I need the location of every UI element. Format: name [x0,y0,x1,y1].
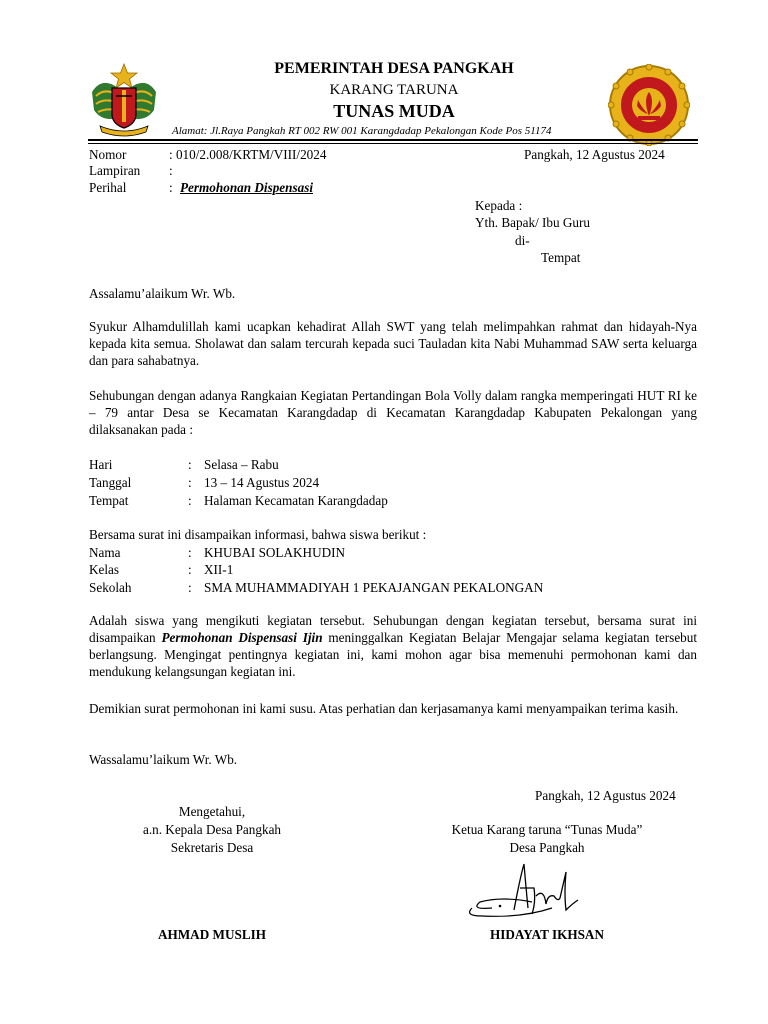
nomor-label: Nomor [89,147,127,162]
student-name-label: Nama [89,545,121,560]
signature-date: Pangkah, 12 Agustus 2024 [535,788,676,803]
karang-taruna-emblem-icon [608,64,690,146]
left-sign-line3: Sekretaris Desa [170,840,254,855]
left-sign-line2: a.n. Kepala Desa Pangkah [142,822,282,837]
lampiran-value: : [169,163,173,178]
recipient-name: Yth. Bapak/ Ibu Guru [475,215,591,230]
student-school-value: SMA MUHAMMADIYAH 1 PEKAJANGAN PEKALONGAN [204,580,544,595]
right-signatory-name: HIDAYAT IKHSAN [490,927,604,942]
student-class-label: Kelas [89,562,120,577]
recipient-place: Tempat [541,250,581,265]
student-class-colon: : [188,562,192,577]
student-class-value: XII-1 [204,562,234,577]
student-name-colon: : [188,545,192,560]
event-day-value: Selasa – Rabu [204,457,279,472]
letter-date: Pangkah, 12 Agustus 2024 [524,147,665,162]
event-date-value: 13 – 14 Agustus 2024 [204,475,320,490]
perihal-label: Perihal [89,180,127,195]
student-name-value: KHUBAI SOLAKHUDIN [204,545,346,560]
event-day-colon: : [188,457,192,472]
left-signatory-name: AHMAD MUSLIH [157,927,267,942]
right-sign-line2: Desa Pangkah [509,840,585,855]
student-school-label: Sekolah [89,580,132,595]
paragraph-request [89,613,697,681]
event-place-colon: : [188,493,192,508]
regency-emblem-icon [88,62,160,138]
recipient-kepada: Kepada : [475,198,523,213]
left-sign-line1: Mengetahui, [178,804,246,819]
paragraph-request-part1: Adalah siswa yang mengikuti kegiatan tersebut. Sehubungan dengan kegiatan tersebut, bersama surat ini disampaikan [89,613,697,645]
paragraph-context: Sehubungan dengan adanya Rangkaian Kegiatan Pertandingan Bola Volly dalam rangka memperingati HUT RI ke – 79 antar Desa se Kecamatan Karangdadap di Kecamatan Karangdadap Kabupaten Pekalongan yang dilaksanakan pada : [89,388,697,437]
student-school-colon: : [188,580,192,595]
letterhead-address: Alamat: Jl.Raya Pangkah RT 002 RW 001 Karangdadap Pekalongan Kode Pos 51174 [172,125,552,137]
paragraph-opening: Syukur Alhamdulillah kami ucapkan kehadirat Allah SWT yang telah melimpahkan rahmat dan hidayah-Nya kepada kita semua. Sholawat dan salam tercurah kepada suci Tauladan kita Nabi Muhammad SAW serta keluarga dan para sahabatnya. [89,319,697,368]
letterhead-government: PEMERINTAH DESA PANGKAH [274,60,514,77]
letterhead-organization: KARANG TARUNA [329,82,459,98]
event-place-value: Halaman Kecamatan Karangdadap [204,493,388,508]
greeting: Assalamu’alaikum Wr. Wb. [89,286,236,301]
event-date-label: Tanggal [89,475,132,490]
lampiran-label: Lampiran [89,163,141,178]
right-sign-line1: Ketua Karang taruna “Tunas Muda” [451,822,643,837]
signature-icon [462,858,602,926]
perihal-value: Permohonan Dispensasi [180,180,314,195]
paragraph-closing: Demikian surat permohonan ini kami susu. Atas perhatian dan kerjasamanya kami menyampaikan terima kasih. [89,701,679,716]
nomor-value: : 010/2.008/KRTM/VIII/2024 [169,147,327,162]
perihal-colon: : [169,180,173,195]
letterhead-unit: TUNAS MUDA [333,101,455,121]
event-day-label: Hari [89,457,113,472]
recipient-di: di- [515,233,530,248]
letterhead-divider [88,139,698,141]
closing-greeting: Wassalamu’laikum Wr. Wb. [89,752,238,767]
event-place-label: Tempat [89,493,129,508]
paragraph-request-part2: meninggalkan Kegiatan Belajar Mengajar selama kegiatan tersebut berlangsung. Mengingat pentingnya kegiatan ini, kami mohon agar bisa memenuhi permohonan kami dan mendukung kelangsungan kegiatan ini. [89,629,698,679]
event-date-colon: : [188,475,192,490]
paragraph-request-emphasis: Permohonan Dispensasi Ijin [161,629,323,645]
paragraph-student-intro: Bersama surat ini disampaikan informasi, bahwa siswa berikut : [89,527,427,542]
letterhead-divider-thin [88,143,698,144]
